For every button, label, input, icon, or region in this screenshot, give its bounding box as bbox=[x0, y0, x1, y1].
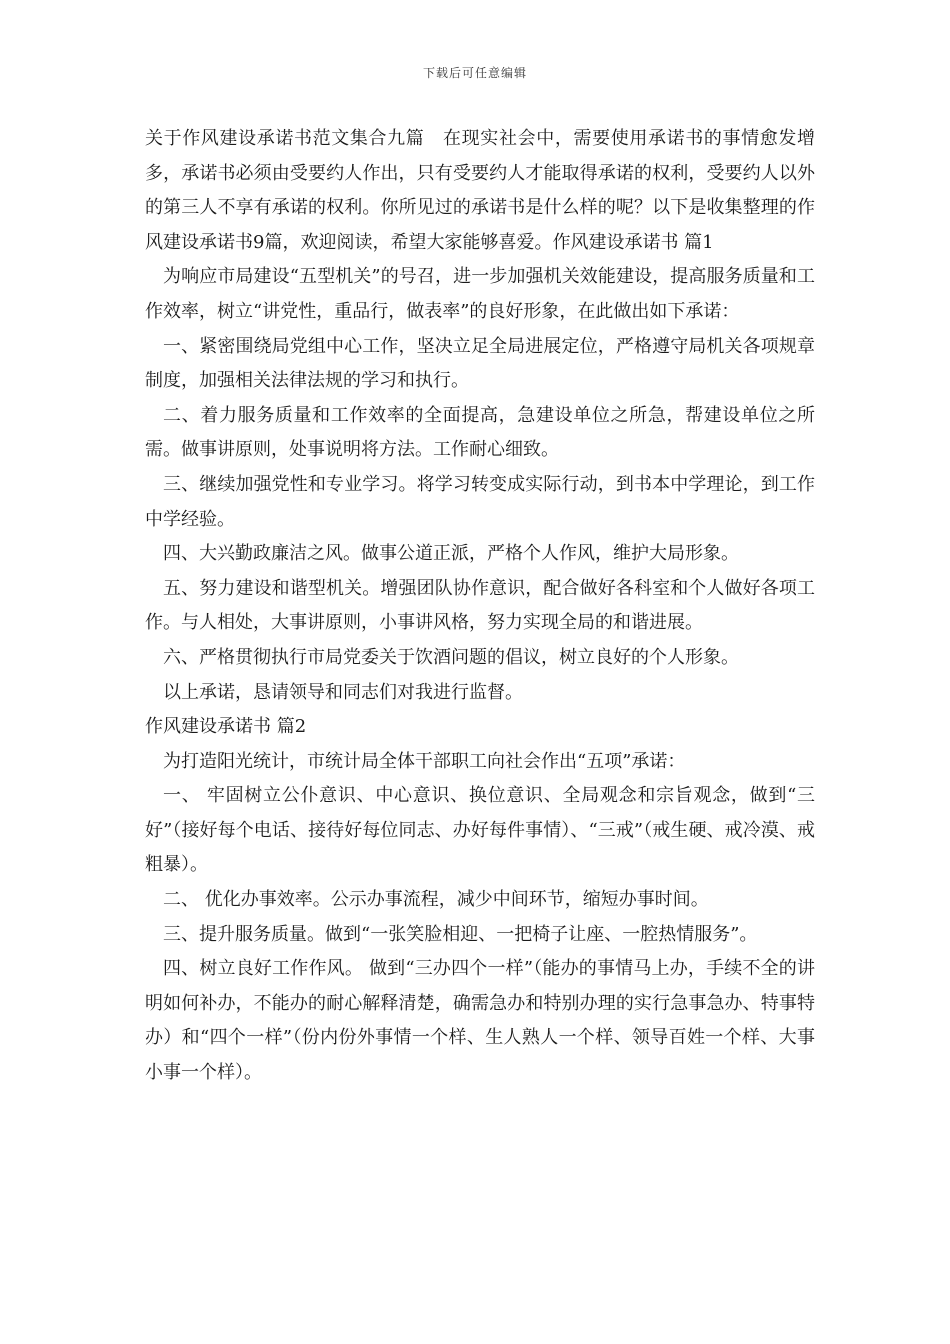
section-1 bbox=[145, 260, 815, 710]
paragraph: 以上承诺，恳请领导和同志们对我进行监督。 bbox=[163, 681, 523, 703]
paragraph: 二、 优化办事效率。公示办事流程，减少中间环节，缩短办事时间。 bbox=[163, 889, 709, 911]
paragraph: 四、树立良好工作作风。 做到“三办四个一样”（能办的事情马上办，手续不全的讲明如何补办，不能办的耐心解释清楚，确需急办和特别办理的实行急事急办、特事特办）和“四个一样”（份内份外事情一个样、生人熟人一个样、领导百姓一个样、大事小事一个样）。 bbox=[145, 958, 815, 1084]
paragraph: 三、继续加强党性和专业学习。将学习转变成实际行动，到书本中学理论，到工作中学经验。 bbox=[145, 473, 815, 530]
paragraph: 为打造阳光统计，市统计局全体干部职工向社会作出“五项”承诺： bbox=[163, 750, 686, 772]
section-2 bbox=[145, 710, 815, 1091]
paragraph: 六、严格贯彻执行市局党委关于饮酒问题的倡议，树立良好的个人形象。 bbox=[163, 646, 739, 668]
paragraph: 一、 牢固树立公仆意识、中心意识、换位意识、全局观念和宗旨观念，做到“三好”（接好每个电话、接待好每位同志、办好每件事情）、“三戒”（戒生硬、戒冷漠、戒粗暴）。 bbox=[145, 785, 815, 876]
paragraph: 一、紧密围绕局党组中心工作，坚决立足全局进展定位，严格遵守局机关各项规章制度，加强相关法律法规的学习和执行。 bbox=[145, 335, 815, 392]
page-header: 下载后可任意编辑 bbox=[422, 66, 527, 80]
paragraph: 二、着力服务质量和工作效率的全面提高，急建设单位之所急，帮建设单位之所需。做事讲原则，处事说明将方法。工作耐心细致。 bbox=[145, 404, 815, 461]
intro-paragraph: 关于作风建设承诺书范文集合九篇 在现实社会中，需要使用承诺书的事情愈发增多，承诺书必须由受要约人作出，只有受要约人才能取得承诺的权利，受要约人以外的第三人不享有承诺的权利。你所见过的承诺书是什么样的呢？以下是收集整理的作风建设承诺书9篇，欢迎阅读，希望大家能够喜爱。作风建设承诺书 篇1 bbox=[145, 128, 815, 253]
paragraph: 三、提升服务质量。做到“一张笑脸相迎、一把椅子让座、一腔热情服务”。 bbox=[163, 923, 758, 945]
section-title: 作风建设承诺书 篇2 bbox=[145, 716, 307, 738]
paragraph: 四、大兴勤政廉洁之风。做事公道正派，严格个人作风，维护大局形象。 bbox=[163, 543, 739, 565]
paragraph: 五、努力建设和谐型机关。增强团队协作意识，配合做好各科室和个人做好各项工作。与人相处，大事讲原则，小事讲风格，努力实现全局的和谐进展。 bbox=[145, 577, 815, 634]
document-body bbox=[145, 122, 815, 1091]
paragraph: 为响应市局建设“五型机关”的号召，进一步加强机关效能建设，提高服务质量和工作效率，树立“讲党性，重品行，做表率”的良好形象，在此做出如下承诺： bbox=[145, 266, 815, 322]
